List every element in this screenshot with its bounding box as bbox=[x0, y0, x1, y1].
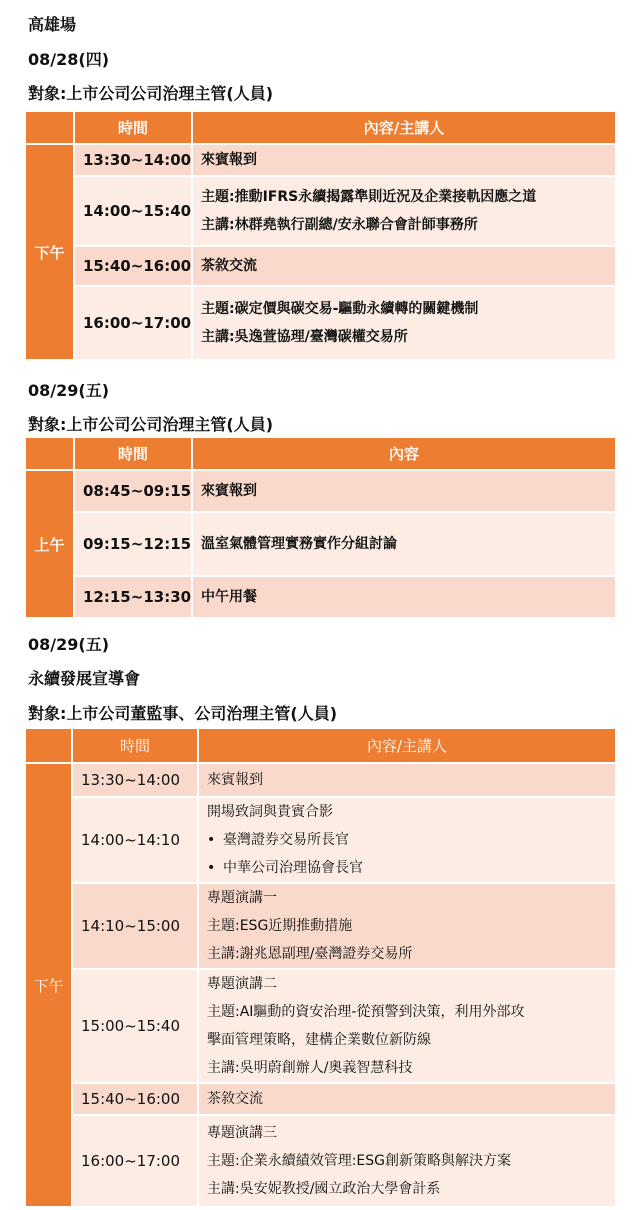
header-content: 內容/主講人 bbox=[192, 112, 616, 144]
content-line: 茶敘交流 bbox=[207, 1091, 263, 1107]
content-cell bbox=[192, 144, 616, 176]
time-cell: 14:10~15:00 bbox=[72, 883, 198, 969]
section1-audience: 對象:上市公司公司治理主管(人員) bbox=[28, 84, 274, 103]
content-cell bbox=[192, 286, 616, 360]
table-row bbox=[26, 246, 616, 286]
bullet-item bbox=[207, 854, 615, 882]
section1-date: 08/28(四) bbox=[28, 50, 110, 69]
content-cell bbox=[192, 246, 616, 286]
table-row bbox=[26, 883, 616, 969]
header-time: 時間 bbox=[74, 438, 192, 470]
content-cell bbox=[192, 176, 616, 246]
time-cell: 14:00~15:40 bbox=[74, 176, 192, 246]
content-line: 主題:ESG近期推動措施 bbox=[207, 918, 353, 934]
content-line: 來賓報到 bbox=[201, 483, 257, 499]
header-time: 時間 bbox=[72, 729, 198, 763]
content-cell bbox=[192, 512, 616, 576]
time-cell: 16:00~17:00 bbox=[72, 1115, 198, 1207]
section3-title: 永續發展宣導會 bbox=[28, 669, 141, 688]
section3-date: 08/29(五) bbox=[28, 635, 110, 654]
table-row bbox=[26, 176, 616, 246]
content-cell bbox=[198, 969, 616, 1083]
header-time: 時間 bbox=[74, 112, 192, 144]
content-line: 中午用餐 bbox=[201, 589, 257, 605]
content-cell bbox=[198, 1083, 616, 1115]
content-line: 主講:吳逸萱協理/臺灣碳權交易所 bbox=[201, 329, 408, 345]
content-cell bbox=[192, 470, 616, 512]
section2-date: 08/29(五) bbox=[28, 381, 110, 400]
content-line: 主講:林群堯執行副總/安永聯合會計師事務所 bbox=[201, 217, 478, 233]
header-content: 內容/主講人 bbox=[198, 729, 616, 763]
content-cell bbox=[198, 797, 616, 883]
time-cell: 15:40~16:00 bbox=[72, 1083, 198, 1115]
section3-audience: 對象:上市公司董監事、公司治理主管(人員) bbox=[28, 704, 338, 723]
period-label: 下午 bbox=[26, 144, 74, 360]
venue-title: 高雄場 bbox=[28, 15, 77, 34]
table-row bbox=[26, 763, 616, 797]
content-line: 擊面管理策略，建構企業數位新防線 bbox=[207, 1032, 431, 1048]
time-cell: 13:30~14:00 bbox=[72, 763, 198, 797]
schedule-table-3 bbox=[26, 729, 617, 1208]
content-cell bbox=[198, 1115, 616, 1207]
bullet-text: 臺灣證券交易所長官 bbox=[223, 832, 349, 848]
table-row bbox=[26, 1115, 616, 1207]
content-line: 主講:吳明蔚創辦人/奧義智慧科技 bbox=[207, 1060, 413, 1076]
section2-audience: 對象:上市公司公司治理主管(人員) bbox=[28, 415, 274, 434]
bullet-text: 中華公司治理協會長官 bbox=[223, 860, 363, 876]
content-cell bbox=[198, 883, 616, 969]
time-cell: 15:00~15:40 bbox=[72, 969, 198, 1083]
content-line: 溫室氣體管理實務實作分組討論 bbox=[201, 536, 397, 552]
content-line: 來賓報到 bbox=[201, 152, 257, 168]
content-line: 主題:企業永續績效管理:ESG創新策略與解決方案 bbox=[207, 1153, 512, 1169]
header-blank bbox=[26, 438, 74, 470]
table-row bbox=[26, 512, 616, 576]
time-cell: 09:15~12:15 bbox=[74, 512, 192, 576]
bullet-icon: • bbox=[207, 860, 216, 876]
time-cell: 14:00~14:10 bbox=[72, 797, 198, 883]
content-line: 專題演講一 bbox=[207, 890, 277, 906]
bullet-item bbox=[207, 826, 615, 854]
table-row bbox=[26, 470, 616, 512]
period-label: 下午 bbox=[26, 763, 72, 1207]
content-line: 來賓報到 bbox=[207, 772, 263, 788]
table-row bbox=[26, 1083, 616, 1115]
content-line: 專題演講二 bbox=[207, 976, 277, 992]
bullet-icon: • bbox=[207, 832, 216, 848]
header-content: 內容 bbox=[192, 438, 616, 470]
content-cell bbox=[192, 576, 616, 618]
time-cell: 16:00~17:00 bbox=[74, 286, 192, 360]
content-line: 主題:推動IFRS永續揭露準則近況及企業接軌因應之道 bbox=[201, 189, 537, 205]
table-row bbox=[26, 576, 616, 618]
time-cell: 08:45~09:15 bbox=[74, 470, 192, 512]
content-cell bbox=[198, 763, 616, 797]
period-label: 上午 bbox=[26, 470, 74, 618]
table-row bbox=[26, 797, 616, 883]
header-blank bbox=[26, 112, 74, 144]
schedule-table-1 bbox=[26, 112, 617, 361]
table-row bbox=[26, 286, 616, 360]
header-blank bbox=[26, 729, 72, 763]
table-row bbox=[26, 144, 616, 176]
time-cell: 13:30~14:00 bbox=[74, 144, 192, 176]
schedule-table-2 bbox=[26, 438, 617, 619]
time-cell: 12:15~13:30 bbox=[74, 576, 192, 618]
table-row bbox=[26, 969, 616, 1083]
content-line: 主題:AI驅動的資安治理-從預警到決策，利用外部攻 bbox=[207, 1004, 525, 1020]
content-line: 開場致詞與貴賓合影 bbox=[207, 804, 333, 820]
content-line: 主講:謝兆恩副理/臺灣證券交易所 bbox=[207, 946, 413, 962]
time-cell: 15:40~16:00 bbox=[74, 246, 192, 286]
content-line: 專題演講三 bbox=[207, 1125, 277, 1141]
content-line: 主題:碳定價與碳交易-驅動永續轉的關鍵機制 bbox=[201, 301, 479, 317]
content-line: 主講:吳安妮教授/國立政治大學會計系 bbox=[207, 1181, 441, 1197]
content-line: 茶敘交流 bbox=[201, 258, 257, 274]
